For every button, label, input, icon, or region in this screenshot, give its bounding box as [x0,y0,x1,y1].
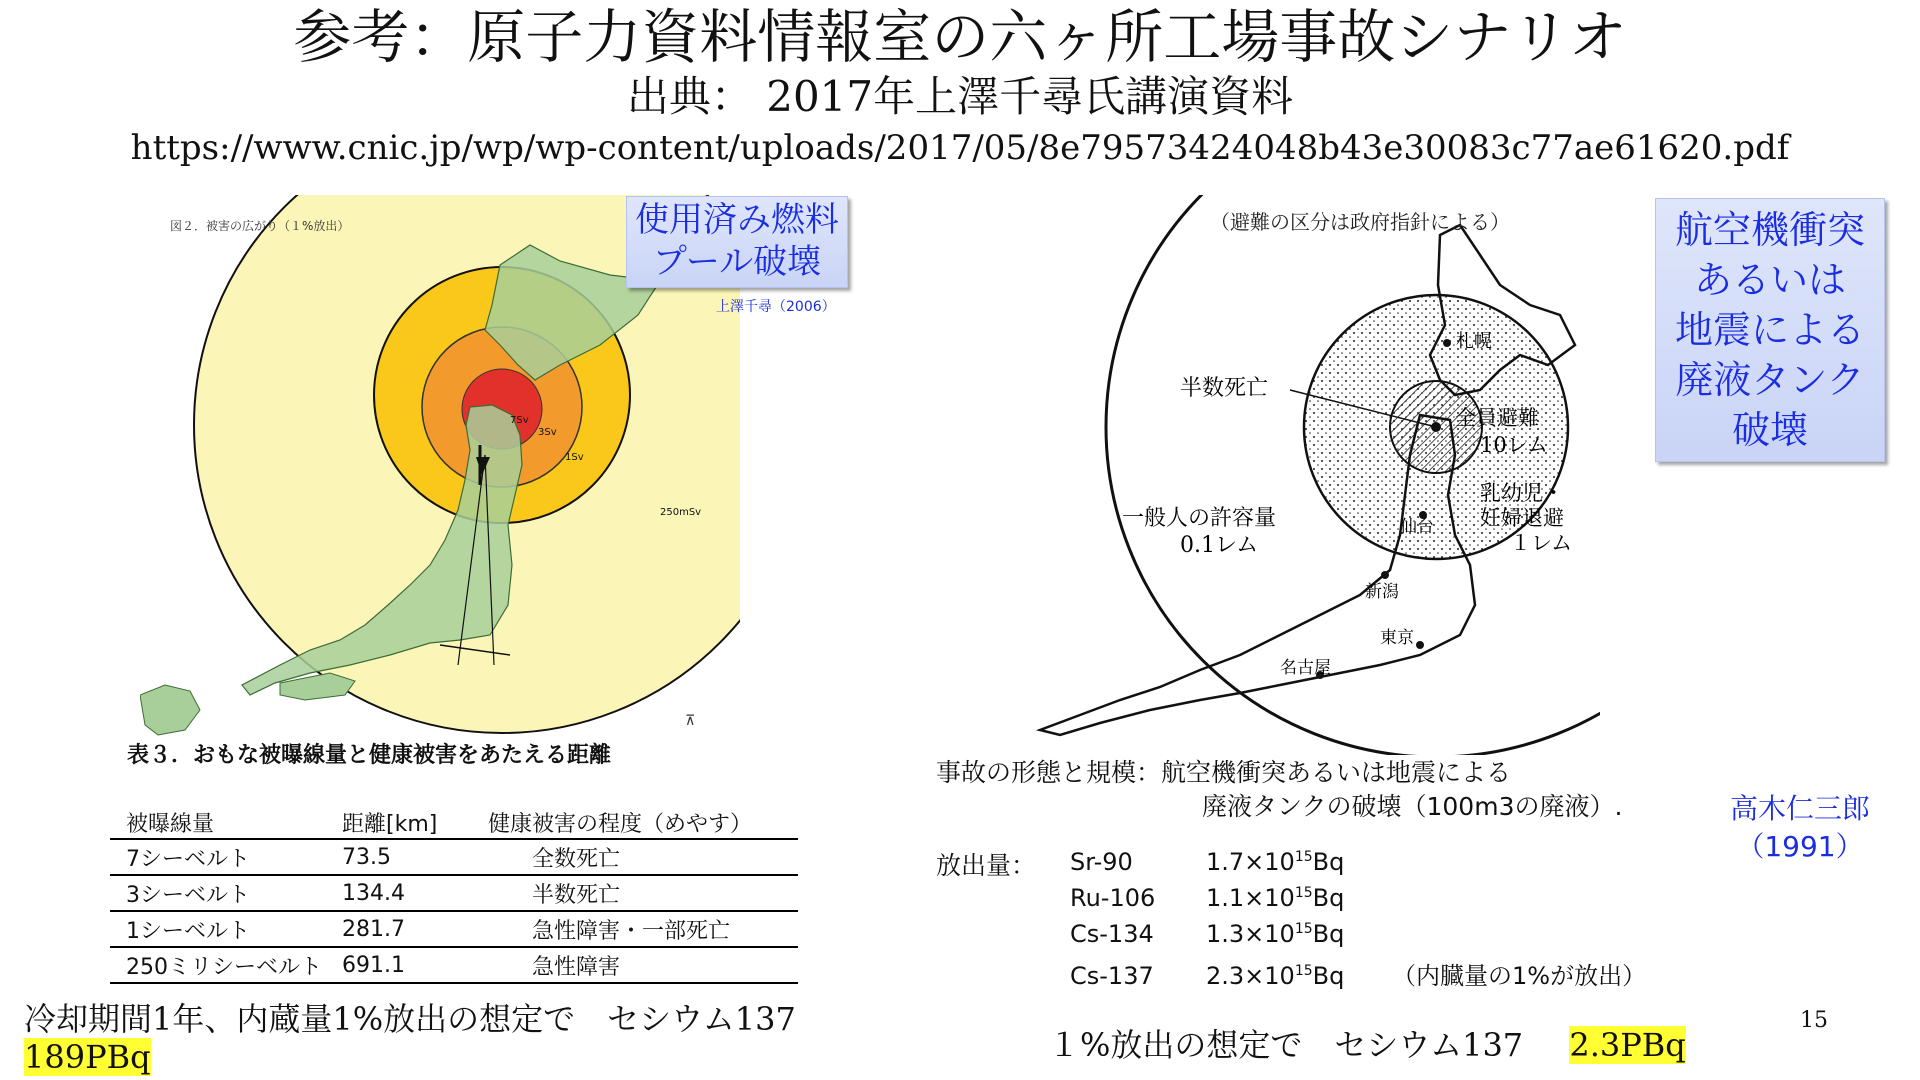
cell-dose: 1シーベルト [110,911,326,947]
release-mantissa: 1.7×10 [1206,848,1295,876]
label-infant-2: 妊婦退避 [1480,506,1564,530]
cell-distance: 281.7 [326,911,472,947]
right-label-line: 地震による [1674,308,1865,352]
left-label-line2: プール破壊 [652,242,822,282]
label-niigata: 新潟 [1365,582,1399,602]
accident-line1: 航空機衝突あるいは地震による [1161,758,1512,787]
table-row [110,839,798,875]
release-exp: 15 [1294,963,1313,979]
left-author: 上澤千尋（2006） [716,299,836,315]
dose-distance-table [110,806,798,984]
right-label-line: 航空機衝突 [1674,208,1865,252]
ring-label-3sv: 3Sv [538,427,557,438]
cell-distance: 134.4 [326,875,472,911]
right-label-line: あるいは [1693,258,1846,302]
cell-effect: 全数死亡 [472,839,798,875]
release-row [1070,920,1344,948]
slide-source: 出典： 2017年上澤千尋氏講演資料 [626,72,1294,121]
release-exp: 15 [1294,885,1313,901]
left-map-caption: 図２．被害の広がり（１%放出） [170,219,350,233]
left-note [24,1000,924,1076]
release-exp: 15 [1294,849,1313,865]
right-note-value: 2.3PBq [1569,1026,1686,1064]
label-public-2: 0.1レム [1180,533,1259,558]
release-nuclide: Cs-134 [1070,920,1154,948]
right-evacuation-map [1000,195,1600,755]
cell-distance: 691.1 [326,947,472,983]
right-map-caption: （避難の区分は政府指針による） [1210,210,1510,234]
release-exp: 15 [1294,921,1313,937]
table-title: 表３．おもな被曝線量と健康被害をあたえる距離 [127,743,612,768]
release-note: （内臓量の1%が放出） [1392,962,1647,990]
right-author-name: 高木仁三郎 [1729,792,1870,825]
cell-dose: 250ミリシーベルト [110,947,326,983]
release-unit: Bq [1312,848,1345,876]
release-unit: Bq [1312,962,1345,990]
cell-effect: 急性障害・一部死亡 [472,911,798,947]
release-unit: Bq [1312,920,1345,948]
release-nuclide: Ru-106 [1070,884,1156,912]
label-half-death: 半数死亡 [1180,376,1269,401]
cell-dose: 7シーベルト [110,839,326,875]
source-url: https://www.cnic.jp/wp/wp-content/uploads/2017/05/8e79573424048b43e30083c77ae61620.pdf [130,128,1790,168]
accident-label: 事故の形態と規模： [936,758,1162,787]
right-note-text: １%放出の想定で セシウム137 [1048,1026,1524,1064]
label-infant-3: １レム [1510,531,1573,555]
right-author-year: （1991） [1736,830,1864,863]
kyushu-shape [140,685,200,735]
col-distance: 距離[km] [326,806,472,839]
release-mantissa: 1.1×10 [1206,884,1295,912]
label-all-evac-1: 全員避難 [1455,406,1539,430]
left-scenario-label [626,196,848,288]
right-label-line: 廃液タンク [1675,358,1865,402]
accident-line2: 廃液タンクの破壊（100m3の廃液）. [1202,792,1623,821]
cell-effect: 半数死亡 [472,875,798,911]
north-arrow-icon: ⊼ [685,713,696,729]
right-label-line: 破壊 [1731,408,1808,452]
cell-distance: 73.5 [326,839,472,875]
release-nuclide: Sr-90 [1070,848,1133,876]
right-scenario-label [1655,198,1885,462]
release-row [1070,956,1646,991]
ring-label-7sv: 7Sv [510,415,529,426]
cell-dose: 3シーベルト [110,875,326,911]
honshu-outline [1040,415,1475,735]
label-nagoya: 名古屋 [1280,658,1331,678]
left-note-text: 冷却期間1年、内蔵量1%放出の想定で セシウム137 [24,1000,796,1038]
label-infant-1: 乳幼児・ [1480,481,1564,505]
col-dose: 被曝線量 [110,806,326,839]
label-sapporo: 札幌 [1456,331,1492,352]
release-mantissa: 2.3×10 [1206,962,1295,990]
table-row [110,911,798,947]
table-row [110,875,798,911]
release-row [1070,848,1344,876]
release-row [1070,884,1344,912]
label-public-1: 一般人の許容量 [1122,506,1277,531]
release-nuclide: Cs-137 [1070,962,1154,990]
slide-title: 参考：原子力資料情報室の六ヶ所工場事故シナリオ [293,3,1627,71]
release-label: 放出量： [936,851,1037,880]
col-effect: 健康被害の程度（めやす） [472,806,798,839]
ring-label-1sv: 1Sv [565,452,584,463]
ring-label-250msv: 250mSv [660,507,702,518]
cell-effect: 急性障害 [472,947,798,983]
left-note-value: 189PBq [24,1038,151,1076]
table-row [110,947,798,983]
right-author [1715,790,1885,866]
accident-description [936,756,1622,824]
left-label-line1: 使用済み燃料 [635,200,839,240]
release-unit: Bq [1312,884,1345,912]
label-tokyo: 東京 [1380,628,1414,648]
page-number: 15 [1800,1008,1828,1033]
label-sendai: 仙台 [1400,517,1434,537]
right-note [1048,1020,1686,1066]
label-all-evac-2: 10レム [1480,433,1548,457]
release-mantissa: 1.3×10 [1206,920,1295,948]
